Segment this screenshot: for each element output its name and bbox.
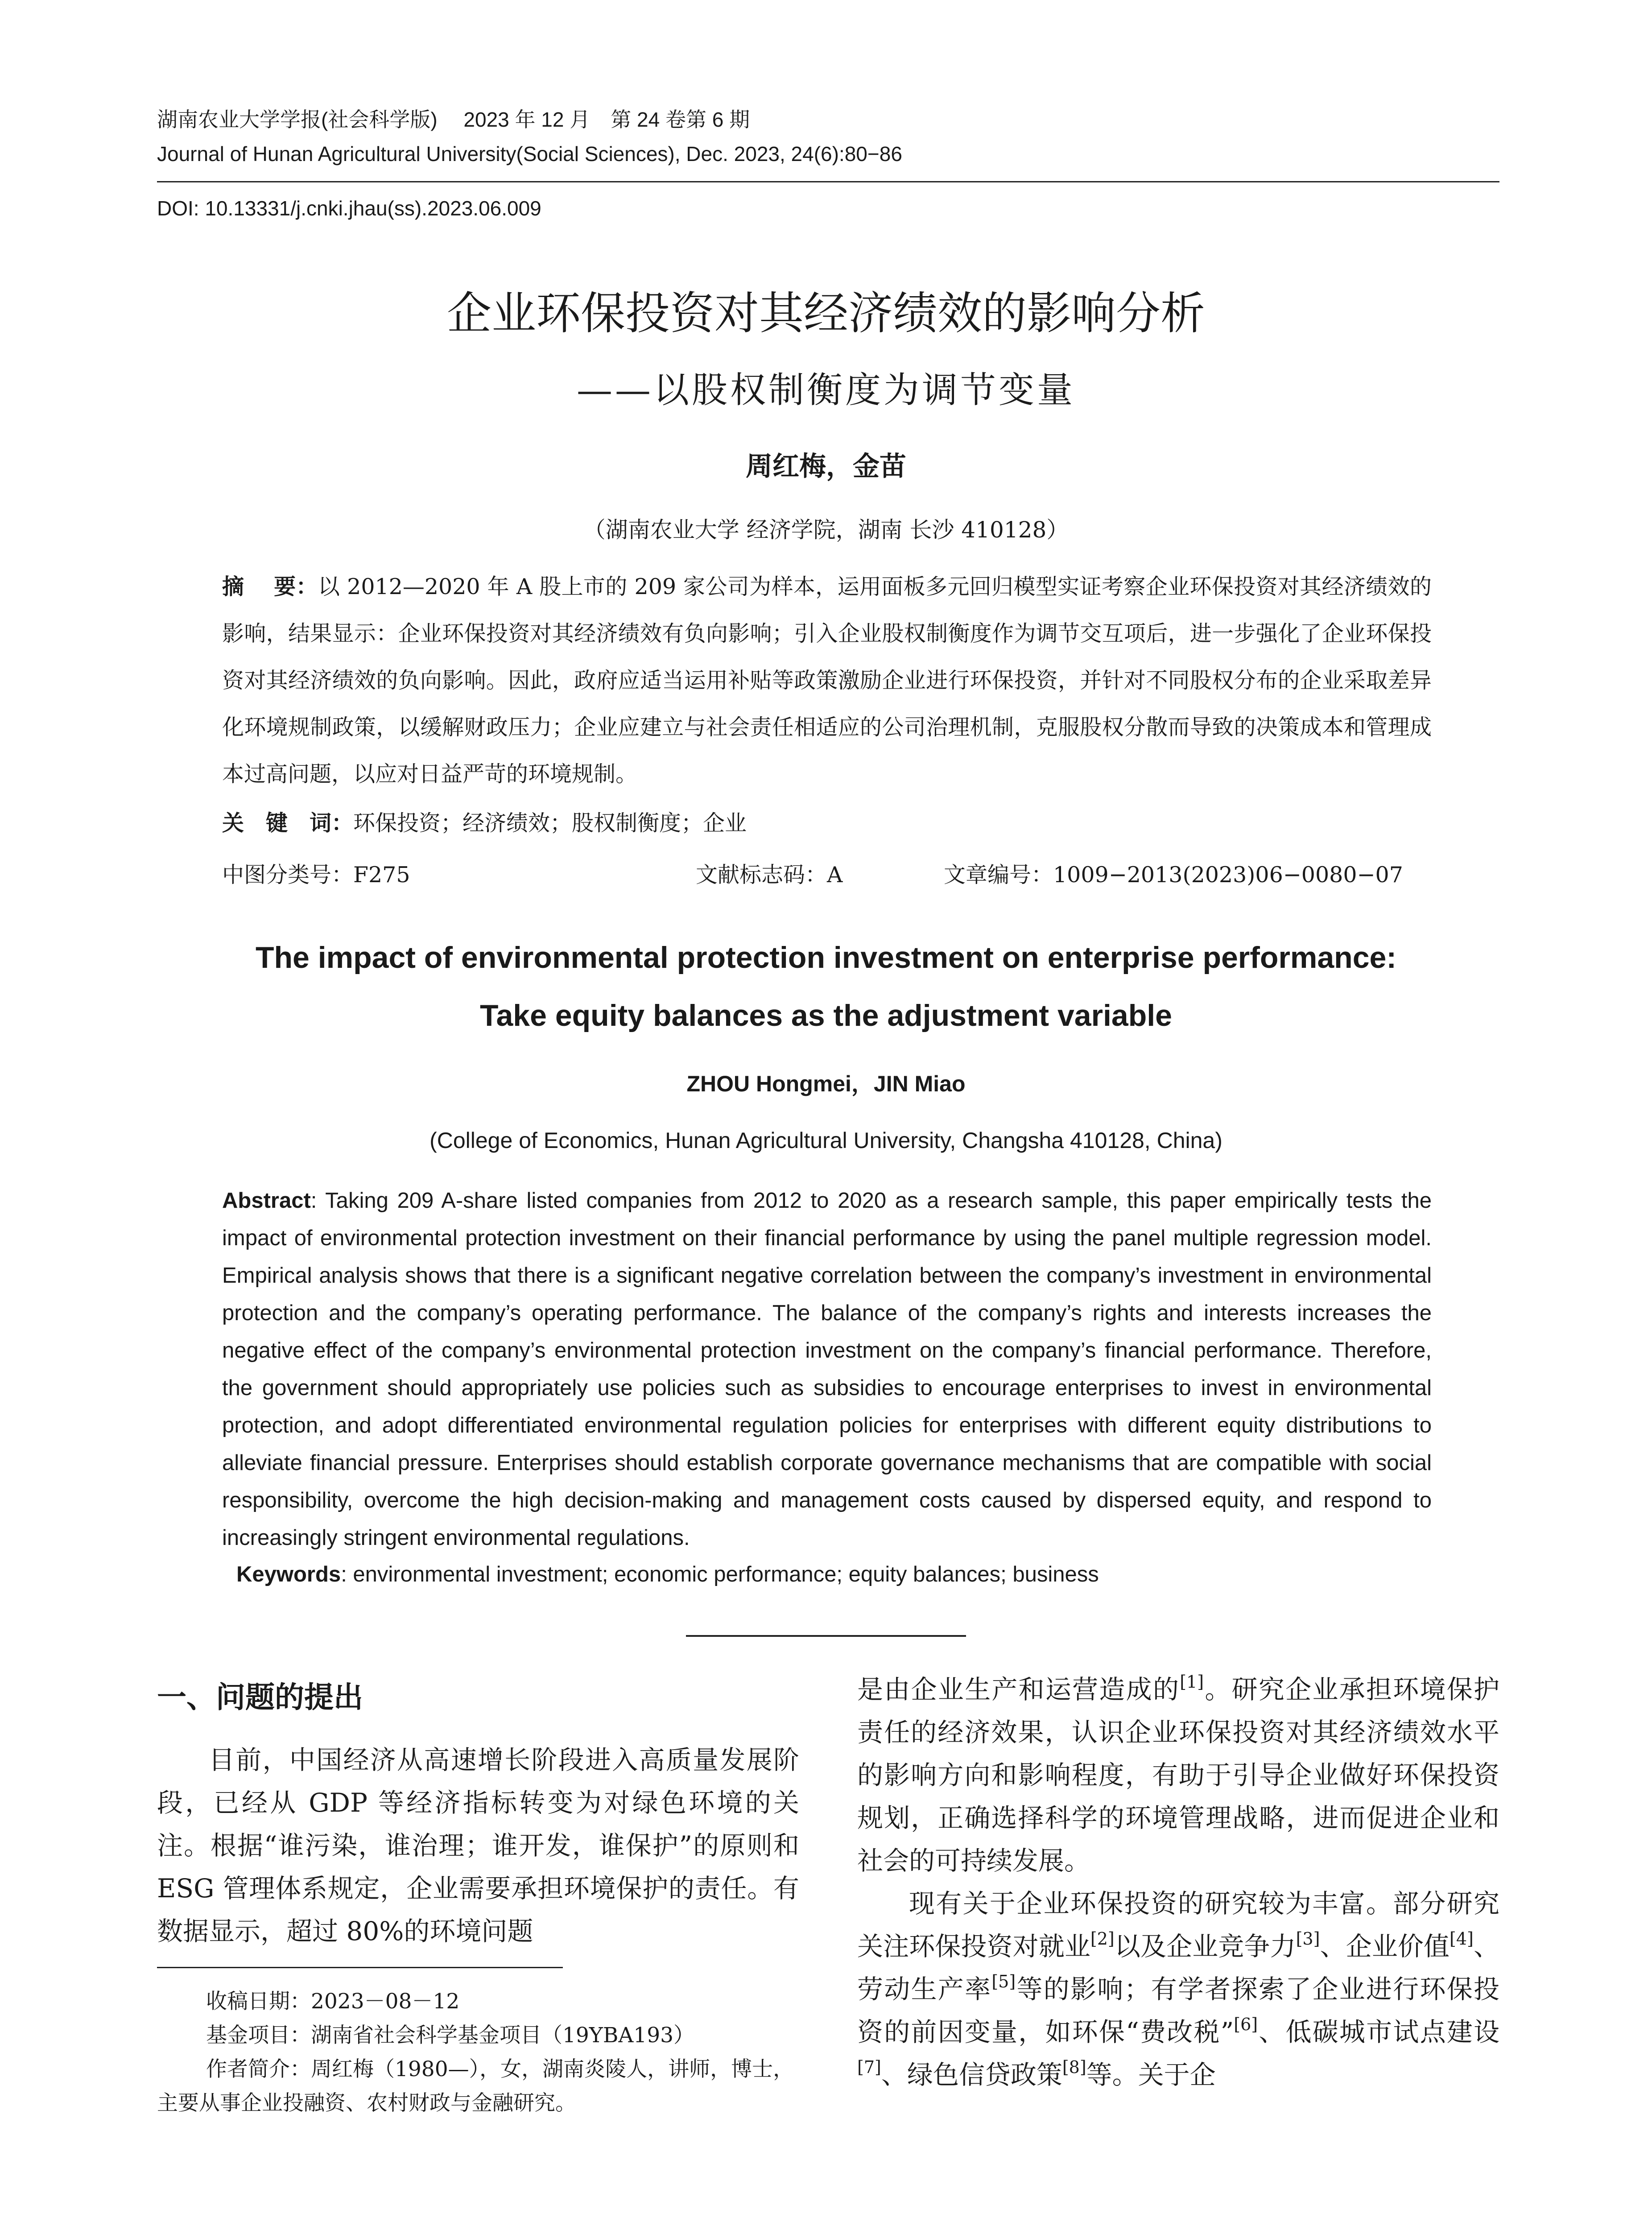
text-run: 。研究企业承担环境保护责任的经济效果，认识企业环保投资对其经济绩效水平的影响方向和影响程度，有助于引导企业做好环保投资规划，正确选择科学的环境管理战略，进而促进企业和社会的可持续发展。 (857, 1674, 1499, 1876)
section-heading: 一、问题的提出 (157, 1681, 363, 1714)
keywords-en-text: : environmental investment; economic performance; equity balances; business (341, 1562, 1099, 1586)
footnote-divider (157, 1967, 563, 1968)
footnote-received-date: 收稿日期：2023－08－12 (206, 1989, 460, 2014)
body-paragraph: 目前，中国经济从高速增长阶段进入高质量发展阶段，已经从 GDP 等经济指标转变为对绿色环境的关注。根据“谁污染，谁治理；谁开发，谁保护”的原则和 ESG 管理体系规定，企业需要承担环境保护的责任。有数据显示，超过 80%的环境问题 (157, 1745, 799, 1946)
footnote-author: 作者简介：周红梅（1980—），女，湖南炎陵人，讲师，博士，主要从事企业投融资、农村财政与金融研究。 (157, 2057, 794, 2115)
citation-ref[interactable]: [3] (1296, 1929, 1320, 1949)
right-column (857, 1668, 1499, 2096)
abstract-en (222, 1182, 1432, 1557)
keywords-cn-text: 环保投资；经济绩效；股权制衡度；企业 (353, 810, 747, 836)
journal-info-cn: 湖南农业大学学报(社会科学版) 2023 年 12 月 第 24 卷第 6 期 (157, 108, 750, 131)
citation-ref[interactable]: [5] (991, 1972, 1016, 1991)
abstract-cn-label: 摘 要： (222, 574, 318, 599)
abstract-en-label: Abstract (222, 1189, 311, 1213)
doi-link[interactable]: DOI: 10.13331/j.cnki.jhau(ss).2023.06.009 (157, 197, 541, 220)
author-names-cn: 周红梅，金苗 (746, 451, 906, 481)
abstract-cn (222, 563, 1432, 797)
left-column (157, 1739, 799, 1953)
citation-ref[interactable]: [8] (1062, 2057, 1086, 2077)
text-run: 等的影响；有学者探索了企业进行环保投资的前因变量，如环保“费改税” (857, 1974, 1499, 2047)
citation-ref[interactable]: [1] (1180, 1672, 1204, 1692)
citation-ref[interactable]: [7] (857, 2057, 881, 2077)
footnotes (157, 1985, 799, 2120)
body-paragraph (857, 1668, 1499, 1882)
keywords-en-label: Keywords (236, 1562, 341, 1586)
citation-ref[interactable]: [2] (1090, 1929, 1115, 1949)
affiliation-cn: （湖南农业大学 经济学院，湖南 长沙 410128） (583, 517, 1069, 543)
text-run: 是由企业生产和运营造成的 (857, 1674, 1180, 1705)
keywords-cn (222, 800, 1432, 847)
section-divider (686, 1635, 966, 1637)
abstract-en-text: : Taking 209 A-share listed companies from 2012 to 2020 as a research sample, this paper empirically tests the impact of environmental protection investment on their financial performance by using the panel multiple regression model. Empirical analysis shows that there is a significant negative correlation between the company’s investment in environmental protection and the company’s operating performance. The balance of the company’s rights and interests increases the negative effect of the company’s environmental protection investment on the company’s financial performance. Therefore, the government should appropriately use policies such as subsidies to encourage enterprises to invest in environmental protection, and adopt differentiated environmental regulation policies for enterprises with different equity distributions to alleviate financial pressure. Enterprises should establish corporate governance mechanisms that are compatible with social responsibility, overcome the high decision-making and management costs caused by dispersed equity, and respond to increasingly stringent environmental regulations. (222, 1189, 1432, 1550)
article-subtitle: ——以股权制衡度为调节变量 (577, 369, 1075, 411)
text-run: 以及企业竞争力 (1114, 1931, 1296, 1962)
article-number: 文章编号：1009−2013(2023)06−0080−07 (944, 862, 1403, 888)
author-names-en: ZHOU Hongmei，JIN Miao (686, 1071, 966, 1096)
text-run: 、绿色信贷政策 (881, 2060, 1062, 2090)
affiliation-en: (College of Economics, Hunan Agricultural University, Changsha 410128, China) (430, 1128, 1222, 1153)
text-run: 、低碳城市试点建设 (1258, 2017, 1499, 2047)
body-paragraph (857, 1882, 1499, 2096)
article-title: 企业环保投资对其经济绩效的影响分析 (447, 289, 1205, 339)
keywords-en (236, 1562, 1432, 1587)
footnote-fund: 基金项目：湖南省社会科学基金项目（19YBA193） (206, 2023, 695, 2048)
classification-row (222, 858, 1432, 889)
english-title-line1: The impact of environmental protection investment on enterprise performance: (255, 941, 1397, 975)
text-run: 、劳动生产率 (857, 1931, 1499, 2004)
abstract-cn-text: 以 2012—2020 年 A 股上市的 209 家公司为样本，运用面板多元回归模型实证考察企业环保投资对其经济绩效的影响，结果显示：企业环保投资对其经济绩效有负向影响；引入企业股权制衡度作为调节交互项后，进一步强化了企业环保投资对其经济绩效的负向影响。因此，政府应适当运用补贴等政策激励企业进行环保投资，并针对不同股权分布的企业采取差异化环境规制政策，以缓解财政压力；企业应建立与社会责任相适应的公司治理机制，克服股权分散而导致的决策成本和管理成本过高问题，以应对日益严苛的环境规制。 (222, 574, 1432, 787)
text-run: 、企业价值 (1320, 1931, 1450, 1962)
keywords-cn-label: 关 键 词： (222, 810, 354, 836)
clc-number: 中图分类号：F275 (222, 862, 410, 888)
header-divider (157, 181, 1499, 182)
english-title-line2: Take equity balances as the adjustment variable (479, 999, 1172, 1032)
text-run: 现有关于企业环保投资的研究较为丰富。部分研究关注环保投资对就业 (857, 1888, 1499, 1962)
citation-ref[interactable]: [4] (1450, 1929, 1474, 1949)
journal-info-en: Journal of Hunan Agricultural University(Social Sciences), Dec. 2023, 24(6):80−86 (157, 142, 902, 165)
text-run: 等。关于企 (1086, 2060, 1216, 2090)
document-code: 文献标志码：A (696, 862, 843, 888)
citation-ref[interactable]: [6] (1234, 2015, 1258, 2034)
